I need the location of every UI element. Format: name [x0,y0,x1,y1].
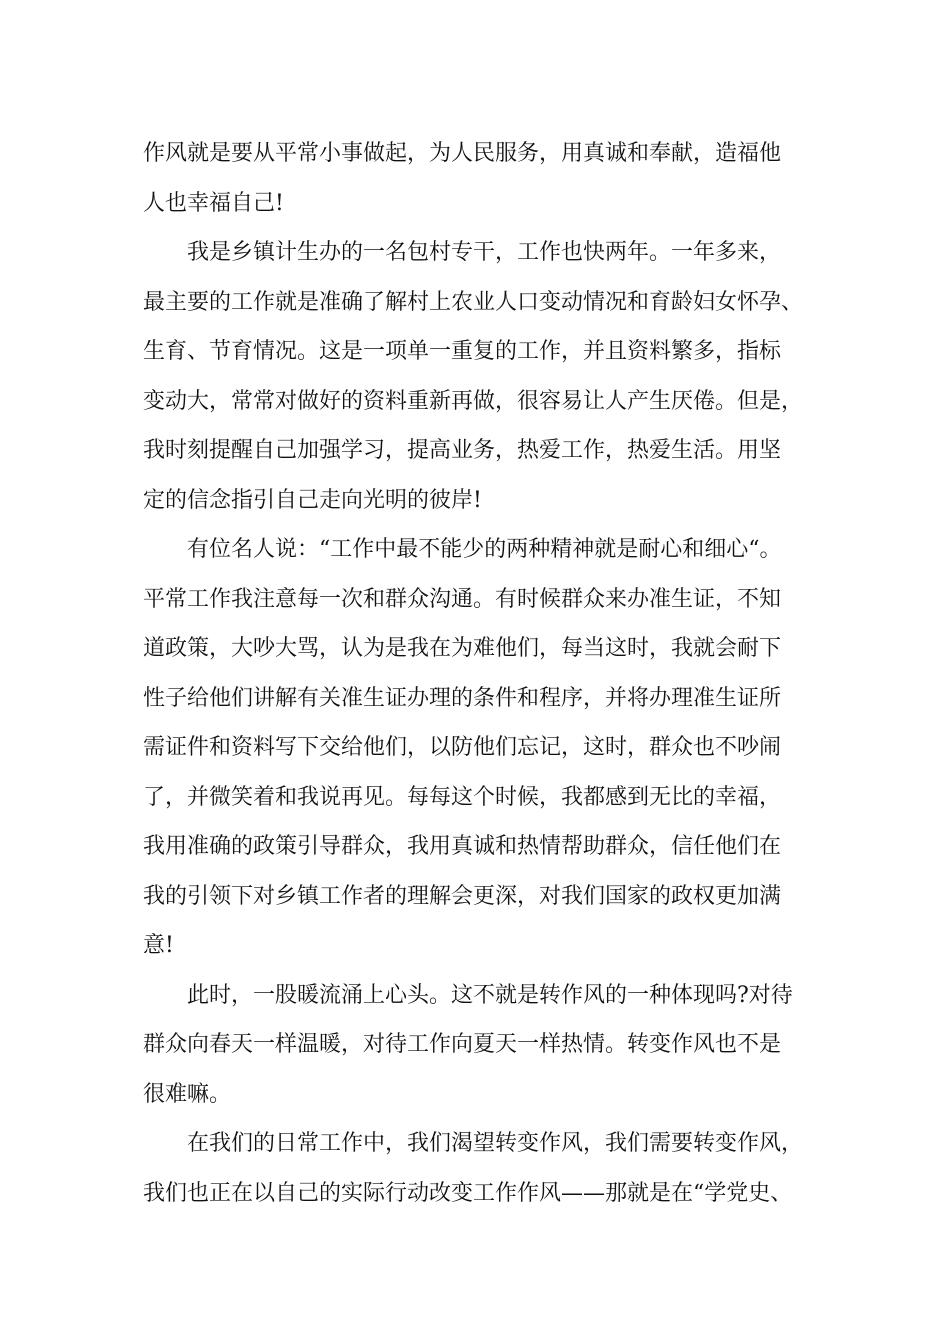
text-line: 我们也正在以自己的实际行动改变工作作风——那就是在“学党史、 [143,1180,793,1206]
paragraph-first-line: 我是乡镇计生办的一名包村专干，工作也快两年。一年多来， [187,240,782,265]
text-line: 道政策，大吵大骂，认为是我在为难他们，每当这时，我就会耐下 [143,636,782,661]
text-line: 很难嘛。 [143,1081,232,1107]
text-line: 我的引领下对乡镇工作者的理解会更深，对我们国家的政权更加满 [143,883,782,909]
text-line: 我时刻提醒自己加强学习，提高业务，热爱工作，热爱生活。用坚 [143,438,782,463]
body-text [143,129,823,1218]
text-line: 作风就是要从平常小事做起，为人民服务，用真诚和奉献，造福他 [143,141,782,166]
text-line: 了，并微笑着和我说再见。每每这个时候，我都感到无比的幸福， [143,784,782,810]
text-line: 需证件和资料写下交给他们，以防他们忘记，这时，群众也不吵闹 [143,735,782,760]
text-line: 群众向春天一样温暖，对待工作向夏天一样热情。转变作风也不是 [143,1032,782,1057]
text-line: 人也幸福自己! [143,190,284,216]
text-line: 最主要的工作就是准确了解村上农业人口变动情况和育龄妇女怀孕、 [143,289,804,315]
text-line: 平常工作我注意每一次和群众沟通。有时候群众来办准生证，不知 [143,586,782,612]
paragraph-first-line: 此时，一股暖流涌上心头。这不就是转作风的一种体现吗?对待 [187,982,793,1008]
text-line: 我用准确的政策引导群众，我用真诚和热情帮助群众，信任他们在 [143,834,782,859]
text-line: 意! [143,933,174,958]
text-line: 变动大，常常对做好的资料重新再做，很容易让人产生厌倦。但是， [143,388,804,414]
paragraph-first-line: 有位名人说：“工作中最不能少的两种精神就是耐心和细心“。 [187,537,782,562]
paragraph-first-line: 在我们的日常工作中，我们渴望转变作风，我们需要转变作风， [187,1131,804,1156]
text-line: 定的信念指引自己走向光明的彼岸! [143,487,482,513]
text-line: 生育、节育情况。这是一项单一重复的工作，并且资料繁多，指标 [143,339,782,364]
text-line: 性子给他们讲解有关准生证办理的条件和程序，并将办理准生证所 [143,685,782,711]
